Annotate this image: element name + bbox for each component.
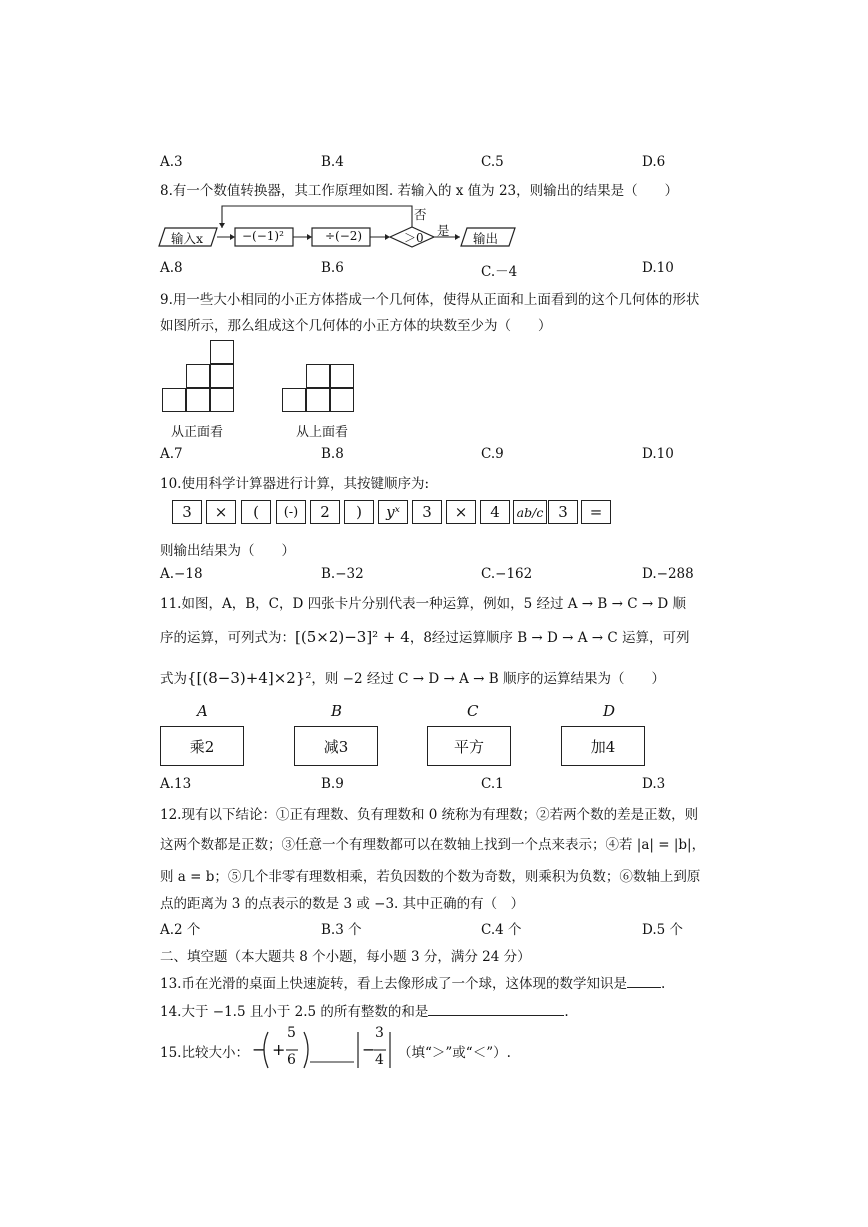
calc-key: ab/c (513, 500, 547, 524)
q15-frac1-den: 6 (287, 1052, 296, 1068)
q10-stem: 10.使用科学计算器进行计算，其按键顺序为: (160, 476, 430, 492)
flow-yes-label: 是 (437, 223, 450, 238)
calc-key: 4 (480, 500, 510, 524)
calc-key: × (446, 500, 476, 524)
q7-option-c: C.5 (481, 154, 504, 170)
calc-key: yˣ (378, 500, 408, 524)
calc-key: 2 (310, 500, 340, 524)
flow-output-text: 输出 (473, 231, 499, 246)
svg-text:−: − (362, 1040, 376, 1059)
calc-key: 3 (172, 500, 202, 524)
q11-option-d: D.3 (642, 776, 666, 792)
q10-option-d: D.−288 (642, 566, 694, 582)
q8-option-a: A.8 (160, 260, 183, 276)
q11-line1: 11.如图，A，B，C，D 四张卡片分别代表一种运算，例如，5 经过 A → B → C → D 顺 (160, 596, 687, 612)
svg-text:−: − (252, 1040, 266, 1059)
q11-line2 (160, 626, 690, 646)
card-a: 乘2 (160, 726, 244, 766)
q14: 14.大于 −1.5 且小于 2.5 的所有整数的和是 . (160, 1004, 569, 1020)
flow-cond-text: ＞0 (404, 231, 424, 245)
q12-option-c: C.4 个 (481, 922, 522, 938)
q7-option-a: A.3 (160, 154, 183, 170)
calc-key: = (581, 500, 611, 524)
flow-input-text: 输入x (171, 231, 204, 246)
card-d: 加4 (561, 726, 645, 766)
q12-line4: 点的距离为 3 的点表示的数是 3 或 −3. 其中正确的有（ ） (160, 896, 525, 912)
q9-stem-line1: 9.用一些大小相同的小正方体搭成一个几何体，使得从正面和上面看到的这个几何体的形状 (160, 292, 700, 308)
card-b: 减3 (294, 726, 378, 766)
q9-option-a: A.7 (160, 446, 183, 462)
q15-frac2-num: 3 (375, 1025, 384, 1041)
calc-key: × (206, 500, 236, 524)
q12-line1: 12.现有以下结论：①正有理数、负有理数和 0 统称为有理数；②若两个数的差是正数，则 (160, 807, 699, 823)
q13: 13.币在光滑的桌面上快速旋转，看上去像形成了一个球，这体现的数学知识是 . (160, 976, 666, 992)
top-view-label: 从上面看 (296, 425, 349, 440)
calc-key: 3 (548, 500, 578, 524)
q12-option-d: D.5 个 (642, 922, 684, 938)
card-d-label: D (603, 702, 616, 720)
card-c-label: C (467, 702, 479, 720)
q9-option-d: D.10 (642, 446, 674, 462)
q12-line3: 则 a = b；⑤几个非零有理数相乘，若负因数的个数为奇数，则乘积为负数；⑥数轴上到原 (160, 869, 701, 885)
flow-step2-text: ÷(−2) (325, 229, 363, 243)
q8-option-c: C.－4 (481, 264, 518, 280)
flow-no-label: 否 (414, 207, 427, 222)
flow-feedback-line (222, 206, 412, 228)
calc-key: ( (241, 500, 271, 524)
q7-option-d: D.6 (642, 154, 666, 170)
q10-result-text: 则输出结果为（ ） (160, 543, 295, 559)
q11-option-a: A.13 (160, 776, 192, 792)
q11-option-c: C.1 (481, 776, 504, 792)
q15-frac1-num: 5 (287, 1025, 296, 1041)
q12-option-a: A.2 个 (160, 922, 201, 938)
q7-option-b: B.4 (321, 154, 344, 170)
q11-line3-end: ，则 −2 经过 C → D → A → B 顺序的运算结果为（ ） (311, 671, 665, 687)
q11-formula1: [(5×2)−3]² + 4 (295, 628, 410, 646)
calc-key: 3 (412, 500, 442, 524)
q15-suffix: （填“＞”或“＜”）. (398, 1045, 511, 1061)
q15-prefix: 15.比较大小： (160, 1045, 249, 1061)
q13-text: 13.币在光滑的桌面上快速旋转，看上去像形成了一个球，这体现的数学知识是 (160, 976, 627, 992)
svg-text:+: + (272, 1040, 286, 1059)
q12-line2: 这两个数都是正数；③任意一个有理数都可以在数轴上找到一个点来表示；④若 |a| = |b|， (160, 837, 706, 853)
q8-option-b: B.6 (321, 260, 344, 276)
q9-option-c: C.9 (481, 446, 504, 462)
section2-heading: 二、填空题（本大题共 8 个小题，每小题 3 分，满分 24 分） (160, 949, 531, 965)
card-c: 平方 (427, 726, 511, 766)
q10-option-b: B.−32 (321, 566, 364, 582)
q8-option-d: D.10 (642, 260, 674, 276)
q10-option-c: C.−162 (481, 566, 533, 582)
card-a-label: A (197, 702, 208, 720)
card-b-label: B (331, 702, 343, 720)
q11-line3 (160, 667, 665, 687)
q11-option-b: B.9 (321, 776, 344, 792)
q11-line3-start: 式为 (160, 671, 187, 687)
calc-key: ) (344, 500, 374, 524)
q11-formula2: {[(8−3)+4]×2}² (187, 669, 312, 687)
q12-option-b: B.3 个 (321, 922, 362, 938)
q10-option-a: A.−18 (160, 566, 203, 582)
q9-stem-line2: 如图所示，那么组成这个几何体的小正方体的块数至少为（ ） (160, 318, 552, 334)
q14-text: 14.大于 −1.5 且小于 2.5 的所有整数的和是 (160, 1004, 429, 1020)
front-view-label: 从正面看 (171, 425, 224, 440)
q15-frac2-den: 4 (375, 1052, 384, 1068)
q8-stem: 8.有一个数值转换器，其工作原理如图. 若输入的 x 值为 23，则输出的结果是（ ） (160, 183, 679, 199)
calc-key: (-) (276, 500, 306, 524)
q11-line2-start: 序的运算，可列式为： (160, 630, 295, 646)
q14-blank (428, 1015, 564, 1016)
flow-step1-text: −(−1)² (242, 229, 284, 243)
q11-line2-end: ，8经过运算顺序 B → D → A → C 运算，可列 (409, 630, 690, 646)
q9-option-b: B.8 (321, 446, 344, 462)
q13-blank (627, 987, 661, 988)
